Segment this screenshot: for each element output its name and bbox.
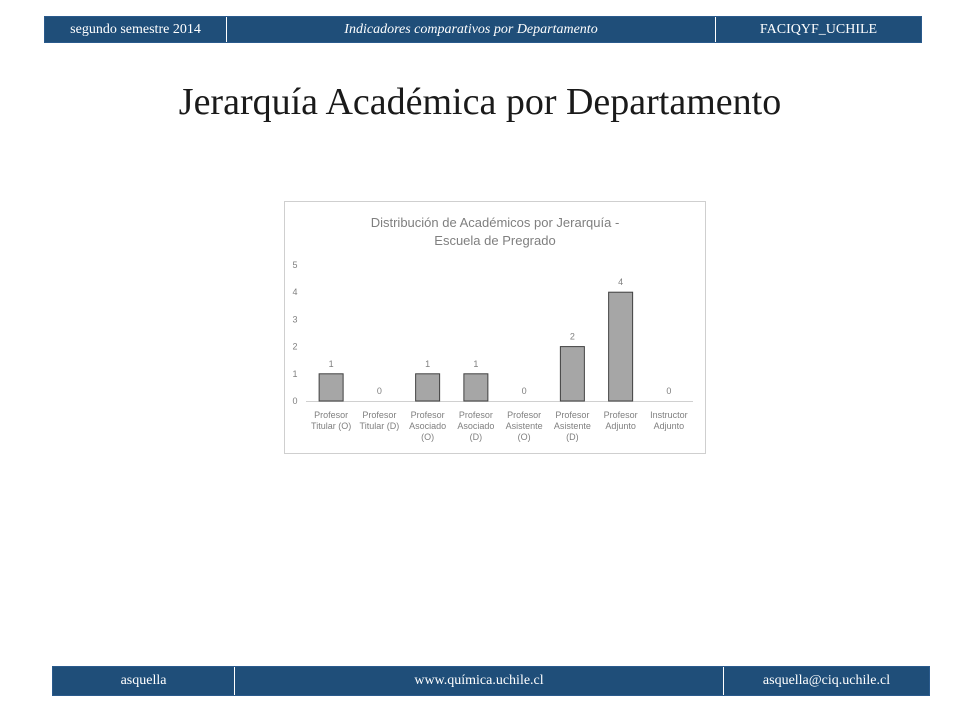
x-tick-label: Titular (O) [311,421,352,431]
x-tick-label: Profesor [555,410,590,420]
data-label: 4 [618,277,624,288]
y-tick-label: 3 [292,314,298,325]
chart-title-line-1: Distribución de Académicos por Jerarquía - [370,215,620,230]
y-tick-label: 4 [292,287,298,298]
slide-title: Jerarquía Académica por Departamento [178,81,782,123]
bar [609,292,633,401]
y-tick-label: 1 [292,368,298,379]
header-faculty: FACIQYF_UCHILE [759,21,878,37]
x-tick-label: Asistente [553,421,591,431]
x-tick-label: (O) [421,432,435,442]
x-tick-label: Profesor [362,410,397,420]
footer-bar [52,666,930,696]
x-tick-label: Profesor [603,410,638,420]
x-tick-label: Asociado [457,421,495,431]
header-bar [44,16,922,43]
x-tick-label: (O) [517,432,531,442]
x-tick-label: Profesor [507,410,542,420]
y-tick-label: 2 [292,341,298,352]
data-label: 0 [376,386,382,396]
chart-marks [292,260,687,442]
x-tick-label: Titular (D) [359,421,400,431]
x-tick-label: Profesor [410,410,445,420]
data-label: 0 [521,386,527,396]
bar-chart [285,202,705,453]
x-tick-label: Asociado [409,421,447,431]
x-tick-label: Profesor [458,410,493,420]
data-label: 1 [425,358,431,369]
bar [560,347,584,401]
data-label: 1 [328,358,334,369]
chart-title-line-2: Escuela de Pregrado [434,233,556,248]
bar [416,374,440,401]
x-tick-label: Adjunto [653,421,685,431]
y-tick-label: 5 [292,260,298,270]
x-tick-label: Instructor [650,410,688,420]
header-subtitle: Indicadores comparativos por Departamento [227,17,716,42]
header-semester: segundo semestre 2014 [45,17,227,42]
data-label: 1 [473,358,479,369]
x-tick-label: (D) [566,432,579,442]
footer-author: asquella [53,667,235,695]
data-label: 0 [666,386,672,396]
data-label: 2 [569,331,575,342]
bar [464,374,488,401]
x-tick-label: Adjunto [605,421,636,431]
chart-container [284,201,706,454]
x-tick-label: (D) [469,432,483,442]
footer-email-link[interactable]: asquella@ciq.uchile.cl [762,673,891,688]
footer-website-link[interactable]: www.química.uchile.cl [235,667,724,695]
x-tick-label: Profesor [314,410,349,420]
bar [319,374,343,401]
x-tick-label: Asistente [505,421,543,431]
y-tick-label: 0 [292,396,298,406]
